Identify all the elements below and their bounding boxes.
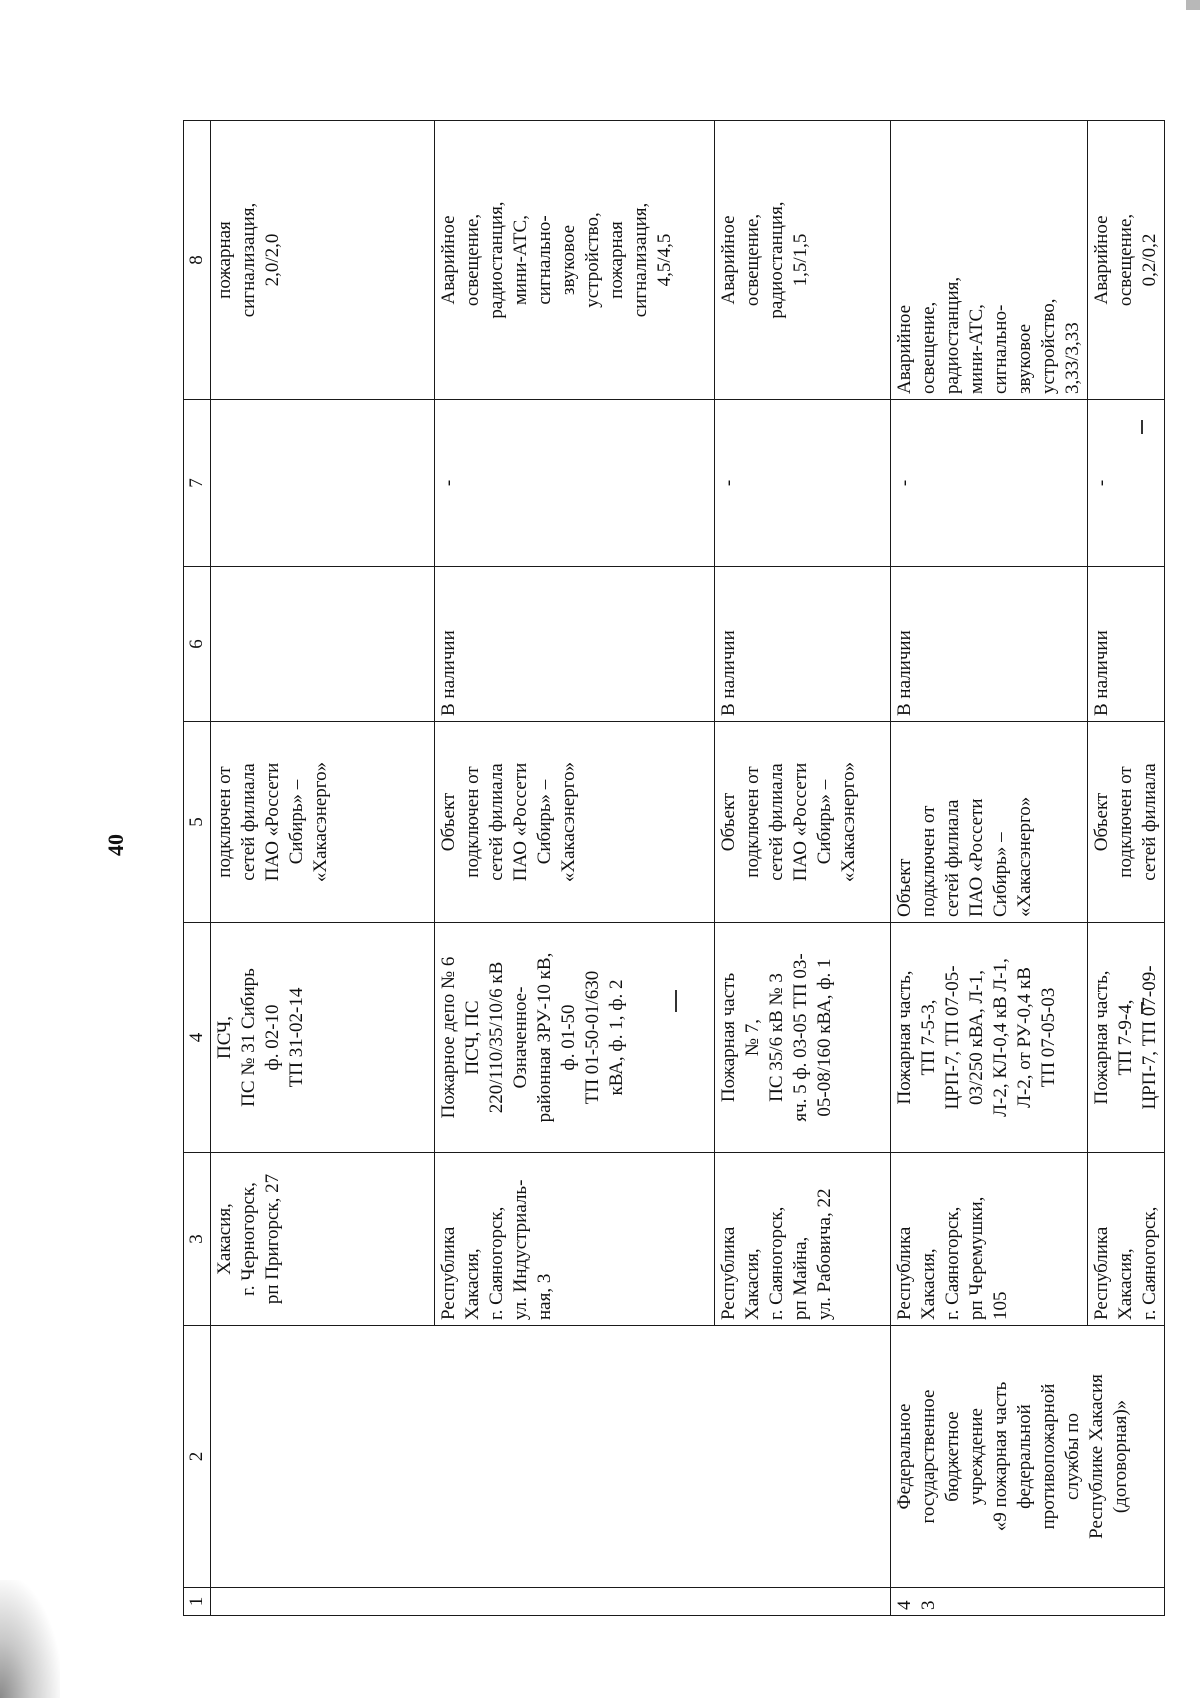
table-row (891, 121, 1088, 1616)
page-number: 40 (103, 834, 128, 856)
organization-cell: Федеральное государственное бюджетное учреждение «9 пожарная часть федеральной противопожарной службы по Республике Хакасия (договорная)» (891, 1326, 1165, 1588)
header-col-6: 6 (184, 567, 211, 722)
rotated-table-container (183, 121, 1160, 1616)
organization-cell (211, 1326, 891, 1588)
header-col-5: 5 (184, 722, 211, 923)
row-number-cell: 43 (891, 1588, 1165, 1616)
connection-cell: Объект подключен от сетей филиала ПАО «Россети Сибирь» – «Хакасэнерго» (891, 722, 1088, 923)
address-cell: Хакасия, г. Черногорск, рп Пригорск, 27 (211, 1153, 435, 1326)
address-cell: Республика Хакасия, г. Саяногорск, ул. Индустриаль- ная, 3 (435, 1153, 715, 1326)
col7-cell: - (715, 400, 891, 567)
col7-cell: - (1088, 400, 1165, 567)
header-row (184, 121, 211, 1616)
address-cell: Республика Хакасия, г. Саяногорск, рп Майна, ул. Рабовича, 22 (715, 1153, 891, 1326)
substation-cell: Пожарная часть, ТП 7-5-3, ЦРП-7, ТП 07-05- 03/250 кВА, Л-1, Л-2, КЛ-0,4 кВ Л-1, Л-2, от РУ-0,4 кВ ТП 07-05-03 (891, 923, 1088, 1153)
rotated-table (183, 121, 1160, 1616)
backup-power-cell (211, 567, 435, 722)
header-col-8: 8 (184, 121, 211, 400)
substation-cell: ПСЧ, ПС № 31 Сибирь ф. 02-10 ТП 31-02-14 (211, 923, 435, 1153)
facilities-table (183, 120, 1165, 1616)
backup-power-cell: В наличии (435, 567, 715, 722)
col7-cell: - (435, 400, 715, 567)
backup-power-cell: В наличии (891, 567, 1088, 722)
connection-cell: Объект подключен от сетей филиала ПАО «Россети Сибирь» – «Хакасэнерго» (715, 722, 891, 923)
equipment-cell: Аварийное освещение, радиостанция, 1,5/1,5 (715, 121, 891, 400)
backup-power-cell: В наличии (1088, 567, 1165, 722)
table-row (211, 121, 435, 1616)
substation-cell: Пожарное депо № 6 ПСЧ, ПС 220/110/35/10/6 кВ Означенное- районная ЗРУ-10 кВ, ф. 01-50 ТП 01-50-01/630 кВА, ф. 1, ф. 2 (435, 923, 715, 1153)
header-col-7: 7 (184, 400, 211, 567)
equipment-cell: Аварийное освещение, радиостанция, мини-АТС, сигнально- звуковое устройство, 3,33/3,33 (891, 121, 1088, 400)
equipment-cell: Аварийное освещение, радиостанция, мини-АТС, сигнально- звуковое устройство, пожарная сигнализация, 4,5/4,5 (435, 121, 715, 400)
header-col-4: 4 (184, 923, 211, 1153)
address-cell: Республика Хакасия, г. Саяногорск, рп Черемушки, 105 (891, 1153, 1088, 1326)
substation-cell: Пожарная часть № 7, ПС 35/6 кВ № 3 яч. 5 ф. 03-05 ТП 03- 05-08/160 кВА, ф. 1 (715, 923, 891, 1153)
header-col-1: 1 (184, 1588, 211, 1616)
backup-power-cell: В наличии (715, 567, 891, 722)
connection-cell: подключен от сетей филиала ПАО «Россети Сибирь» – «Хакасэнерго» (211, 722, 435, 923)
scan-speck (1186, 0, 1200, 10)
row-number-cell (211, 1588, 891, 1616)
connection-cell: Объект подключен от сетей филиала (1088, 722, 1165, 923)
address-cell: Республика Хакасия, г. Саяногорск, (1088, 1153, 1165, 1326)
connection-cell: Объект подключен от сетей филиала ПАО «Россети Сибирь» – «Хакасэнерго» (435, 722, 715, 923)
substation-cell: Пожарная часть, ТП 7-9-4, ЦРП-7, ТП 07-09- (1088, 923, 1165, 1153)
scan-edge-shadow (0, 1580, 60, 1698)
col7-cell: - (891, 400, 1088, 567)
equipment-cell: Аварийное освещение, 0,2/0,2 (1088, 121, 1165, 400)
header-col-2: 2 (184, 1326, 211, 1588)
header-col-3: 3 (184, 1153, 211, 1326)
equipment-cell: пожарная сигнализация, 2,0/2,0 (211, 121, 435, 400)
col7-cell (211, 400, 435, 567)
